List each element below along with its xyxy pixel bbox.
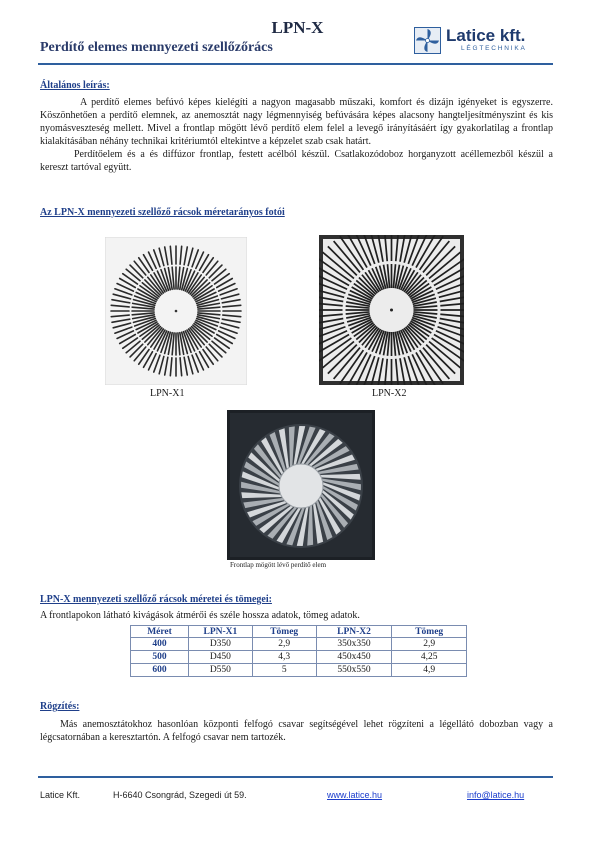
page-subtitle: Perdítő elemes mennyezeti szellőzőrács [40, 40, 273, 55]
table-cell: 4,3 [252, 651, 316, 664]
latice-logo-icon [414, 27, 441, 54]
footer-company: Latice Kft. [40, 790, 81, 800]
photos-heading: Az LPN-X mennyezeti szellőző rácsok méretarányos fotói [40, 207, 285, 218]
column-header-weight-x1: Tömeg [252, 626, 316, 638]
specs-intro: A frontlapokon látható kivágások átmérői és széle hossza adatok, tömeg adatok. [40, 610, 360, 621]
table-cell: 500 [131, 651, 189, 664]
company-logo [414, 27, 554, 57]
table-cell: 350x350 [316, 638, 392, 651]
mounting-text: Más anemosztátokhoz hasonlóan központi felfogó csavar segítségével lehet rögzíteni a légellátó dobozban vagy a légcsatornában a keresztartón. A felfogó csavar nem tartozék. [40, 719, 553, 743]
table-cell: 4,25 [392, 651, 467, 664]
specs-table [130, 625, 467, 677]
logo-tagline: LÉGTECHNIKA [461, 45, 527, 52]
column-header-weight-x2: Tömeg [392, 626, 467, 638]
table-row [131, 664, 467, 677]
caption-swirl-element: Frontlap mögött lévő perdítő elem [230, 561, 327, 569]
column-header-lpn-x2: LPN-X2 [316, 626, 392, 638]
caption-lpn-x1: LPN-X1 [150, 388, 185, 399]
general-paragraph-1: A perdítő elemes befúvó képes kielégíti a nagyon magasabb műszaki, komfort és dizájn igényeket is egyszerre. Köszönhetően a perdítő elemnek, az anemosztát nagy légmennyiség befúvására képes alacsony hangteljesítményszint és kis nyomásveszteség mellett. Mivel a frontlap mögött lévő perdítő elem felel a levegő irányításáért így gyakorlatilag a frontlap kialakításában néhány technikai kritériumtól eltekintve a képzelet szab csak határt. [40, 97, 553, 147]
mounting-heading: Rögzítés: [40, 701, 80, 712]
specs-heading: LPN-X mennyezeti szellőző rácsok méretei és tömegei: [40, 594, 272, 605]
table-cell: 450x450 [316, 651, 392, 664]
swirl-element-photo [227, 410, 375, 560]
table-cell: D550 [189, 664, 253, 677]
general-heading: Általános leírás: [40, 80, 110, 91]
footer-email[interactable] [467, 790, 524, 800]
table-row [131, 638, 467, 651]
footer-website[interactable] [327, 790, 382, 800]
lpn-x1-photo [105, 237, 247, 385]
footer-address: H-6640 Csongrád, Szegedi út 59. [113, 790, 247, 800]
email-link[interactable]: info@latice.hu [467, 790, 525, 800]
caption-lpn-x2: LPN-X2 [372, 388, 407, 399]
table-row [131, 651, 467, 664]
table-cell: D450 [189, 651, 253, 664]
table-cell: 5 [252, 664, 316, 677]
table-cell: 600 [131, 664, 189, 677]
table-cell: 4,9 [392, 664, 467, 677]
table-cell: 2,9 [252, 638, 316, 651]
table-cell: D350 [189, 638, 253, 651]
table-header-row [131, 626, 467, 638]
page-title: LPN-X [271, 18, 324, 37]
footer-rule [38, 776, 553, 778]
table-cell: 400 [131, 638, 189, 651]
table-cell: 2,9 [392, 638, 467, 651]
logo-name: Latice kft. [446, 26, 526, 45]
column-header-size: Méret [131, 626, 189, 638]
general-description [40, 96, 553, 174]
column-header-lpn-x1: LPN-X1 [189, 626, 253, 638]
website-link[interactable]: www.latice.hu [327, 790, 383, 800]
general-paragraph-2: Perdítőelem és a és diffúzor frontlap, festett acélból készül. Csatlakozódoboz horganyzott acéllemezből készül a kereszt tartóval együtt. [40, 149, 553, 173]
lpn-x2-photo [319, 235, 464, 385]
table-cell: 550x550 [316, 664, 392, 677]
header-rule [38, 63, 553, 65]
